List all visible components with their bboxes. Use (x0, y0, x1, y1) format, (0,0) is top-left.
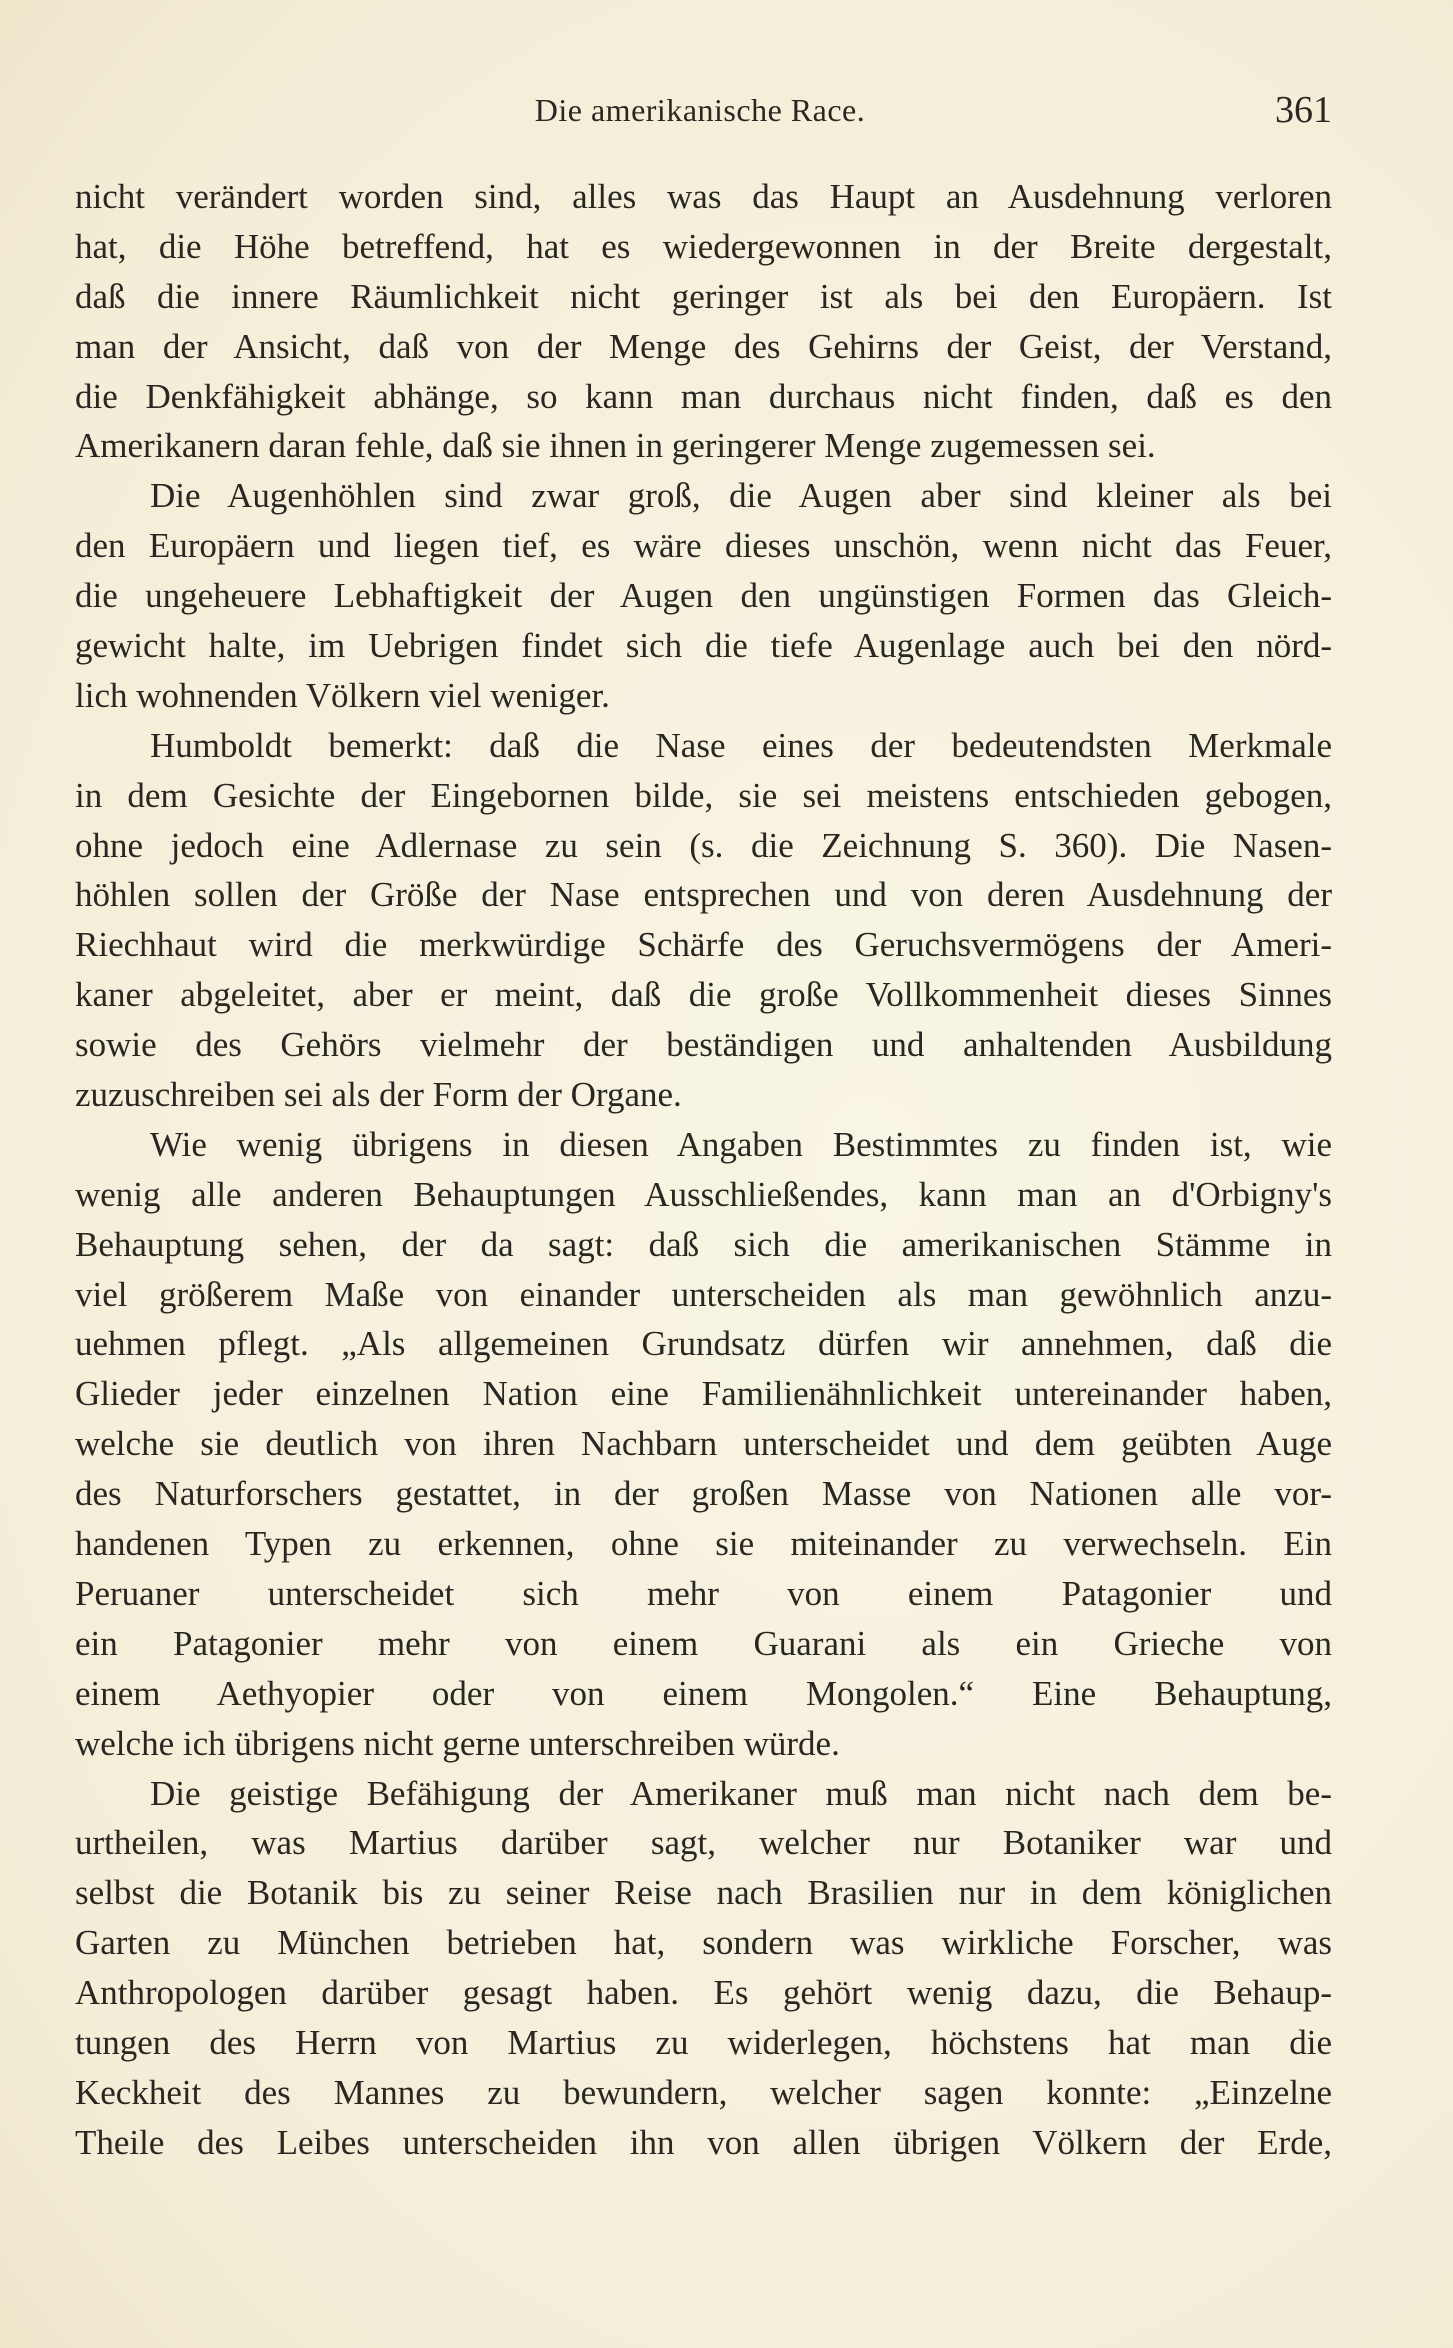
running-title: Die amerikanische Race. (534, 92, 866, 128)
text-line: Humboldt bemerkt: daß die Nase eines der bedeutendsten Merkmale (150, 725, 1332, 765)
text-line: in dem Gesichte der Eingebornen bilde, sie sei meistens entschieden gebogen, (75, 775, 1332, 815)
text-line: hat, die Höhe betreffend, hat es wiedergewonnen in der Breite dergestalt, (75, 226, 1332, 266)
text-line: kaner abgeleitet, aber er meint, daß die große Vollkommenheit dieses Sinnes (75, 975, 1332, 1015)
text-line: des Naturforschers gestattet, in der großen Masse von Nationen alle vor- (75, 1474, 1332, 1514)
text-line: welche sie deutlich von ihren Nachbarn unterscheidet und dem geübten Auge (75, 1424, 1332, 1464)
text-line: einem Aethyopier oder von einem Mongolen.“ Eine Behauptung, (75, 1673, 1332, 1713)
paragraph (75, 471, 1332, 720)
text-line: uehmen pflegt. „Als allgemeinen Grundsatz dürfen wir annehmen, daß die (75, 1324, 1332, 1364)
text-line: Die geistige Befähigung der Amerikaner muß man nicht nach dem be- (150, 1773, 1332, 1813)
text-line: daß die innere Räumlichkeit nicht geringer ist als bei den Europäern. Ist (75, 276, 1332, 316)
paragraph (75, 1120, 1332, 1769)
text-line: ein Patagonier mehr von einem Guarani als ein Grieche von (75, 1623, 1332, 1663)
text-line: tungen des Herrn von Martius zu widerlegen, höchstens hat man die (75, 2022, 1332, 2062)
paragraph (75, 1769, 1332, 2168)
text-line: zuzuschreiben sei als der Form der Organe. (75, 1075, 682, 1115)
text-line: Amerikanern daran fehle, daß sie ihnen in geringerer Menge zugemessen sei. (75, 426, 1156, 466)
text-line: Theile des Leibes unterscheiden ihn von allen übrigen Völkern der Erde, (75, 2122, 1332, 2162)
text-line: man der Ansicht, daß von der Menge des Gehirns der Geist, der Verstand, (75, 326, 1332, 366)
text-line: ohne jedoch eine Adlernase zu sein (s. die Zeichnung S. 360). Die Nasen- (75, 825, 1332, 865)
text-line: gewicht halte, im Uebrigen findet sich die tiefe Augenlage auch bei den nörd- (75, 626, 1332, 666)
paragraph (75, 172, 1332, 471)
text-line: den Europäern und liegen tief, es wäre dieses unschön, wenn nicht das Feuer, (75, 526, 1332, 566)
text-line: Behauptung sehen, der da sagt: daß sich die amerikanischen Stämme in (75, 1224, 1332, 1264)
text-line: Peruaner unterscheidet sich mehr von einem Patagonier und (75, 1573, 1332, 1613)
text-line: Riechhaut wird die merkwürdige Schärfe des Geruchsvermögens der Ameri- (75, 925, 1332, 965)
text-line: Die Augenhöhlen sind zwar groß, die Augen aber sind kleiner als bei (150, 476, 1332, 516)
text-line: Wie wenig übrigens in diesen Angaben Bestimmtes zu finden ist, wie (150, 1124, 1332, 1164)
text-line: die Denkfähigkeit abhänge, so kann man durchaus nicht finden, daß es den (75, 376, 1332, 416)
text-line: urtheilen, was Martius darüber sagt, welcher nur Botaniker war und (75, 1823, 1332, 1863)
text-line: welche ich übrigens nicht gerne unterschreiben würde. (75, 1723, 840, 1763)
text-line: sowie des Gehörs vielmehr der beständigen und anhaltenden Ausbildung (75, 1025, 1332, 1065)
paragraph (75, 721, 1332, 1120)
text-line: Garten zu München betrieben hat, sondern was wirkliche Forscher, was (75, 1923, 1332, 1963)
text-line: handenen Typen zu erkennen, ohne sie miteinander zu verwechseln. Ein (75, 1524, 1332, 1564)
text-line: Anthropologen darüber gesagt haben. Es gehört wenig dazu, die Behaup- (75, 1973, 1332, 2013)
text-line: die ungeheuere Lebhaftigkeit der Augen den ungünstigen Formen das Gleich- (75, 576, 1332, 616)
text-line: nicht verändert worden sind, alles was das Haupt an Ausdehnung verloren (75, 177, 1332, 216)
body-text (75, 172, 1332, 2168)
text-line: Keckheit des Mannes zu bewundern, welcher sagen konnte: „Einzelne (75, 2072, 1332, 2112)
text-line: selbst die Botanik bis zu seiner Reise nach Brasilien nur in dem königlichen (75, 1873, 1332, 1913)
text-line: höhlen sollen der Größe der Nase entsprechen und von deren Ausdehnung der (75, 875, 1332, 915)
text-line: wenig alle anderen Behauptungen Ausschließendes, kann man an d'Orbigny's (75, 1174, 1332, 1214)
text-line: viel größerem Maße von einander unterscheiden als man gewöhnlich anzu- (75, 1274, 1332, 1314)
text-line: lich wohnenden Völkern viel weniger. (75, 675, 610, 715)
page-number: 361 (1275, 89, 1332, 131)
text-line: Glieder jeder einzelnen Nation eine Familienähnlichkeit untereinander haben, (75, 1374, 1332, 1414)
